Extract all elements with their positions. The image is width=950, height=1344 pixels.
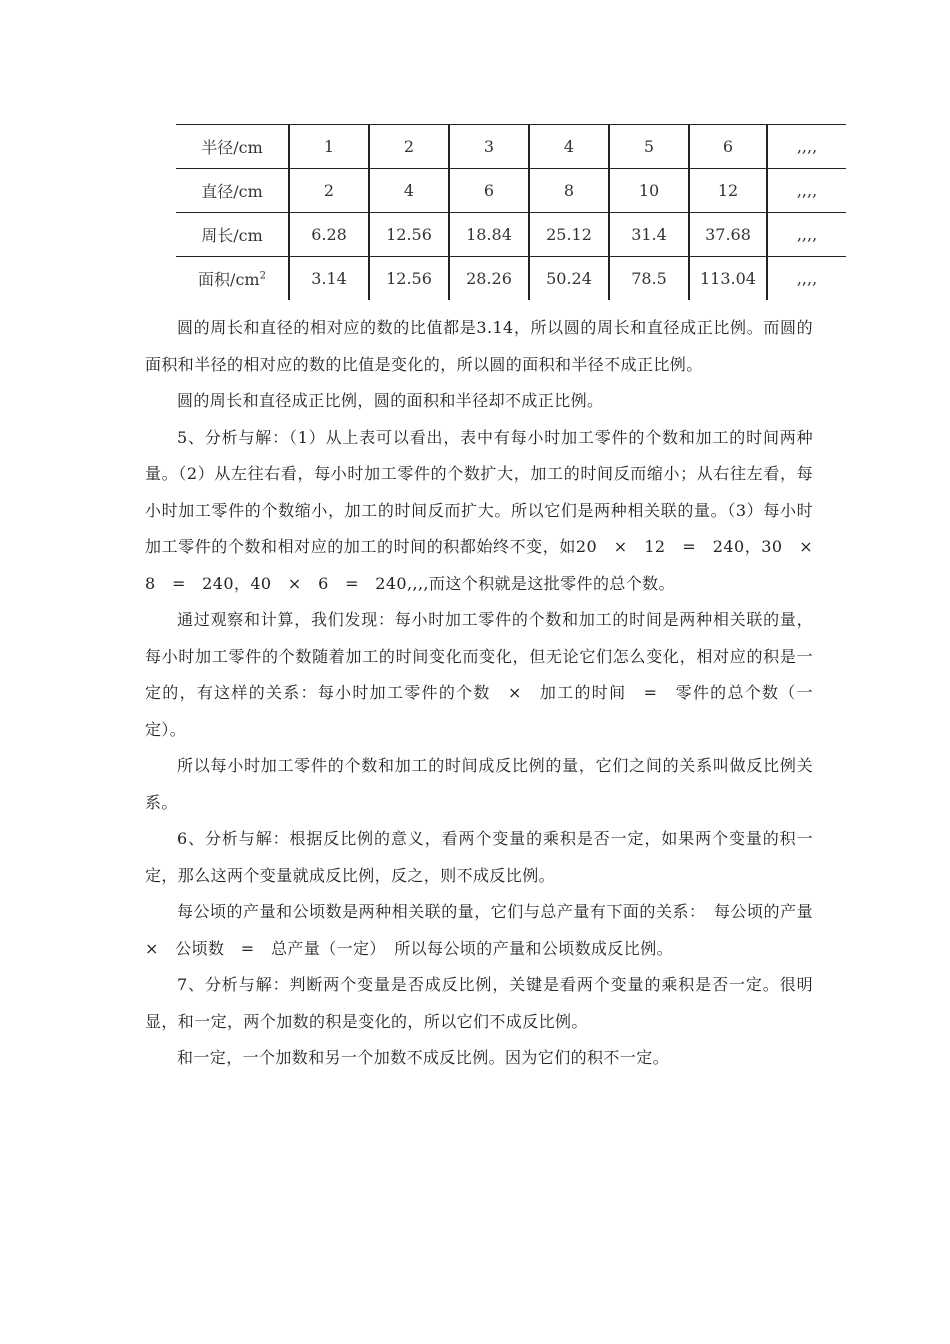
table-cell: 8 (529, 169, 609, 213)
table-row-circumference (176, 213, 846, 257)
table-cell: 6 (449, 169, 529, 213)
paragraph: 每公顷的产量和公顷数是两种相关联的量，它们与总产量有下面的关系： 每公顷的产量 × 公顷数 = 总产量（一定） 所以每公顷的产量和公顷数成反比例。 (145, 902, 830, 958)
paragraph: 6、分析与解：根据反比例的意义，看两个变量的乘积是否一定，如果两个变量的积一定，那么这两个变量就成反比例，反之，则不成反比例。 (145, 829, 813, 885)
table-cell: 113.04 (689, 257, 767, 301)
table-cell: ,,,, (767, 213, 846, 257)
superscript: 2 (259, 270, 266, 282)
table-cell: ,,,, (767, 257, 846, 301)
circle-measurements-table (176, 124, 846, 300)
table-cell: 3.14 (289, 257, 369, 301)
table-cell: 12.56 (369, 213, 449, 257)
paragraph: 圆的周长和直径的相对应的数的比值都是3.14，所以圆的周长和直径成正比例。而圆的面积和半径的相对应的数的比值是变化的，所以圆的面积和半径不成正比例。 (145, 318, 813, 374)
row-label: 直径/cm (176, 169, 289, 213)
table-cell: 10 (609, 169, 689, 213)
table-cell: ,,,, (767, 169, 846, 213)
row-label: 周长/cm (176, 213, 289, 257)
row-label: 半径/cm (176, 125, 289, 169)
paragraph: 所以每小时加工零件的个数和加工的时间成反比例的量，它们之间的关系叫做反比例关系。 (145, 756, 813, 812)
table-cell: 4 (369, 169, 449, 213)
table-row-diameter (176, 169, 846, 213)
table-cell: 78.5 (609, 257, 689, 301)
table-cell: 12.56 (369, 257, 449, 301)
table-cell: 31.4 (609, 213, 689, 257)
table-cell: 2 (289, 169, 369, 213)
table-cell: 28.26 (449, 257, 529, 301)
table-row-radius (176, 125, 846, 169)
table-cell: 12 (689, 169, 767, 213)
table-cell: ,,,, (767, 125, 846, 169)
table-cell: 1 (289, 125, 369, 169)
table-cell: 6.28 (289, 213, 369, 257)
table-cell: 6 (689, 125, 767, 169)
table-cell: 3 (449, 125, 529, 169)
paragraph: 圆的周长和直径成正比例，圆的面积和半径却不成正比例。 (177, 391, 604, 410)
paragraph: 7、分析与解：判断两个变量是否成反比例，关键是看两个变量的乘积是否一定。很明显，和一定，两个加数的积是变化的，所以它们不成反比例。 (145, 975, 813, 1031)
table-cell: 18.84 (449, 213, 529, 257)
table-cell: 37.68 (689, 213, 767, 257)
row-label: 面积$/cm^2$ (176, 257, 289, 301)
table-cell: 4 (529, 125, 609, 169)
paragraph: 5、分析与解：（1）从上表可以看出，表中有每小时加工零件的个数和加工的时间两种量。（2）从左往右看，每小时加工零件的个数扩大，加工的时间反而缩小；从右往左看，每小时加工零件的个数缩小，加工的时间反而扩大。所以它们是两种相关联的量。（3）每小时加工零件的个数和相对应的加工的时间的积都始终不变，如20 × 12 = 240，30 × 8 = 240，40 × 6 = 240,,,,而这个积就是这批零件的总个数。 (145, 427, 830, 593)
paragraph: 通过观察和计算，我们发现：每小时加工零件的个数和加工的时间是两种相关联的量，每小时加工零件的个数随着加工的时间变化而变化，但无论它们怎么变化，相对应的积是一定的，有这样的关系：每小时加工零件的个数 × 加工的时间 = 零件的总个数（一定）。 (145, 610, 813, 739)
table-cell: 5 (609, 125, 689, 169)
paragraph: 和一定，一个加数和另一个加数不成反比例。因为它们的积不一定。 (177, 1048, 670, 1067)
table-row-area (176, 257, 846, 301)
table-cell: 25.12 (529, 213, 609, 257)
table-cell: 2 (369, 125, 449, 169)
table-cell: 50.24 (529, 257, 609, 301)
body-text (145, 310, 830, 1077)
